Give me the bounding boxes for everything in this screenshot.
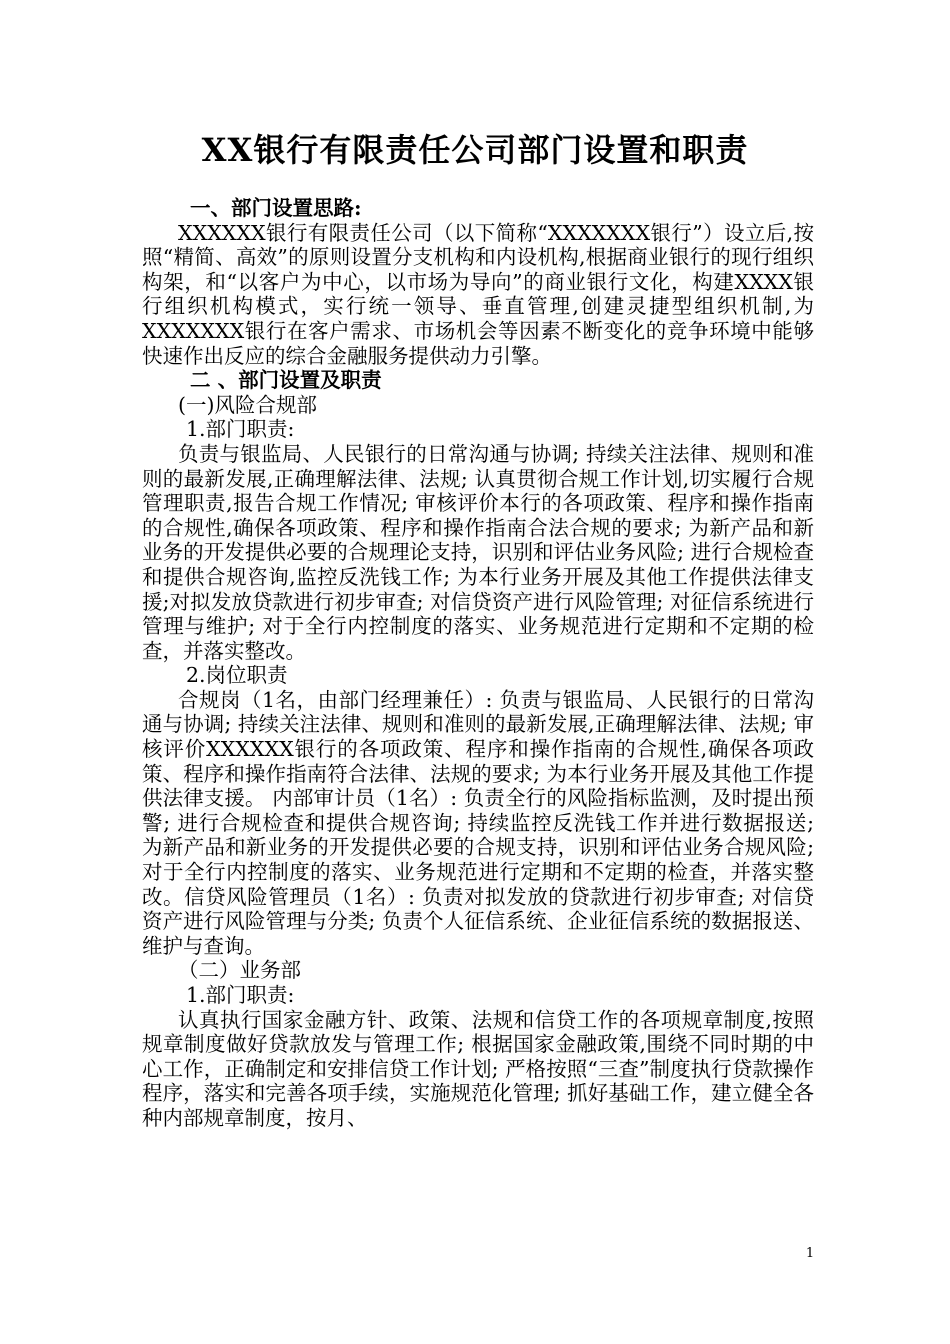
dept-business-duties-heading: 1.部门职责: [186,983,295,1007]
document-body [142,196,814,1131]
dept-risk-compliance-posts-heading: 2.岗位职责 [186,663,288,688]
setup-approach-paragraph: XXXXXX银行有限责任公司（以下简称“XXXXXXX银行”）设立后,按照“精简、高效”的原则设置分支机构和内设机构,根据商业银行的现行组织构架，和“以客户为中心，以市场为导向”的商业银行文化，构建XXXX银行组织机构模式，实行统一领导、垂直管理,创建灵捷型组织机制,为XXXXXXX银行在客户需求、市场机会等因素不断变化的竞争环境中能够快速作出反应的综合金融服务提供动力引擎。 [142,220,814,368]
section-heading-departments: 二 、部门设置及职责 [190,368,382,393]
document-title: XX银行有限责任公司部门设置和职责 [201,131,749,169]
dept-risk-compliance-duties-heading: 1.部门职责: [186,417,295,442]
dept-business-heading: （二）业务部 [178,958,301,983]
page-number: 1 [805,1246,815,1261]
dept-business-duties: 认真执行国家金融方针、政策、法规和信贷工作的各项规章制度,按照规章制度做好贷款放发与管理工作; 根据国家金融政策,围绕不同时期的中心工作，正确制定和安排信贷工作计划; 严格按照“三查”制度执行贷款操作程序，落实和完善各项手续，实施规范化管理; 抓好基础工作，建立健全各种内部规章制度，按月、 [142,1007,814,1130]
dept-risk-compliance-duties: 负责与银监局、人民银行的日常沟通与协调; 持续关注法律、规则和准则的最新发展,正确理解法律、法规; 认真贯彻合规工作计划,切实履行合规管理职责,报告合规工作情况; 审核评价本行的各项政策、程序和操作指南的合规性,确保各项政策、程序和操作指南合法合规的要求; 为新产品和新业务的开发提供必要的合规理论支持，识别和评估业务风险; 进行合规检查和提供合规咨询,监控反洗钱工作; 为本行业务开展及其他工作提供法律支援;对拟发放贷款进行初步审查; 对信贷资产进行风险管理; 对征信系统进行管理与维护; 对于全行内控制度的落实、业务规范进行定期和不定期的检查，并落实整改。 [142,441,814,663]
dept-risk-compliance-heading: (一)风险合规部 [178,392,317,417]
dept-risk-compliance-posts: 合规岗（1名，由部门经理兼任）: 负责与银监局、人民银行的日常沟通与协调; 持续关注法律、规则和准则的最新发展,正确理解法律、法规; 审核评价XXXXXX银行的各项政策、程序和操作指南的合规性,确保各项政策、程序和操作指南符合法律、法规的要求; 为本行业务开展及其他工作提供法律支援。 内部审计员（1名）: 负责全行的风险指标监测，及时提出预警; 进行合规检查和提供合规咨询; 持续监控反洗钱工作并进行数据报送; 为新产品和新业务的开发提供必要的合规支持，识别和评估业务合规风险;对于全行内控制度的落实、业务规范进行定期和不定期的检查，并落实整改。信贷风险管理员（1名）: 负责对拟发放的贷款进行初步审查; 对信贷资产进行风险管理与分类; 负责个人征信系统、企业征信系统的数据报送、维护与查询。 [142,687,814,958]
section-heading-setup-approach: 一、部门设置思路: [190,196,362,220]
